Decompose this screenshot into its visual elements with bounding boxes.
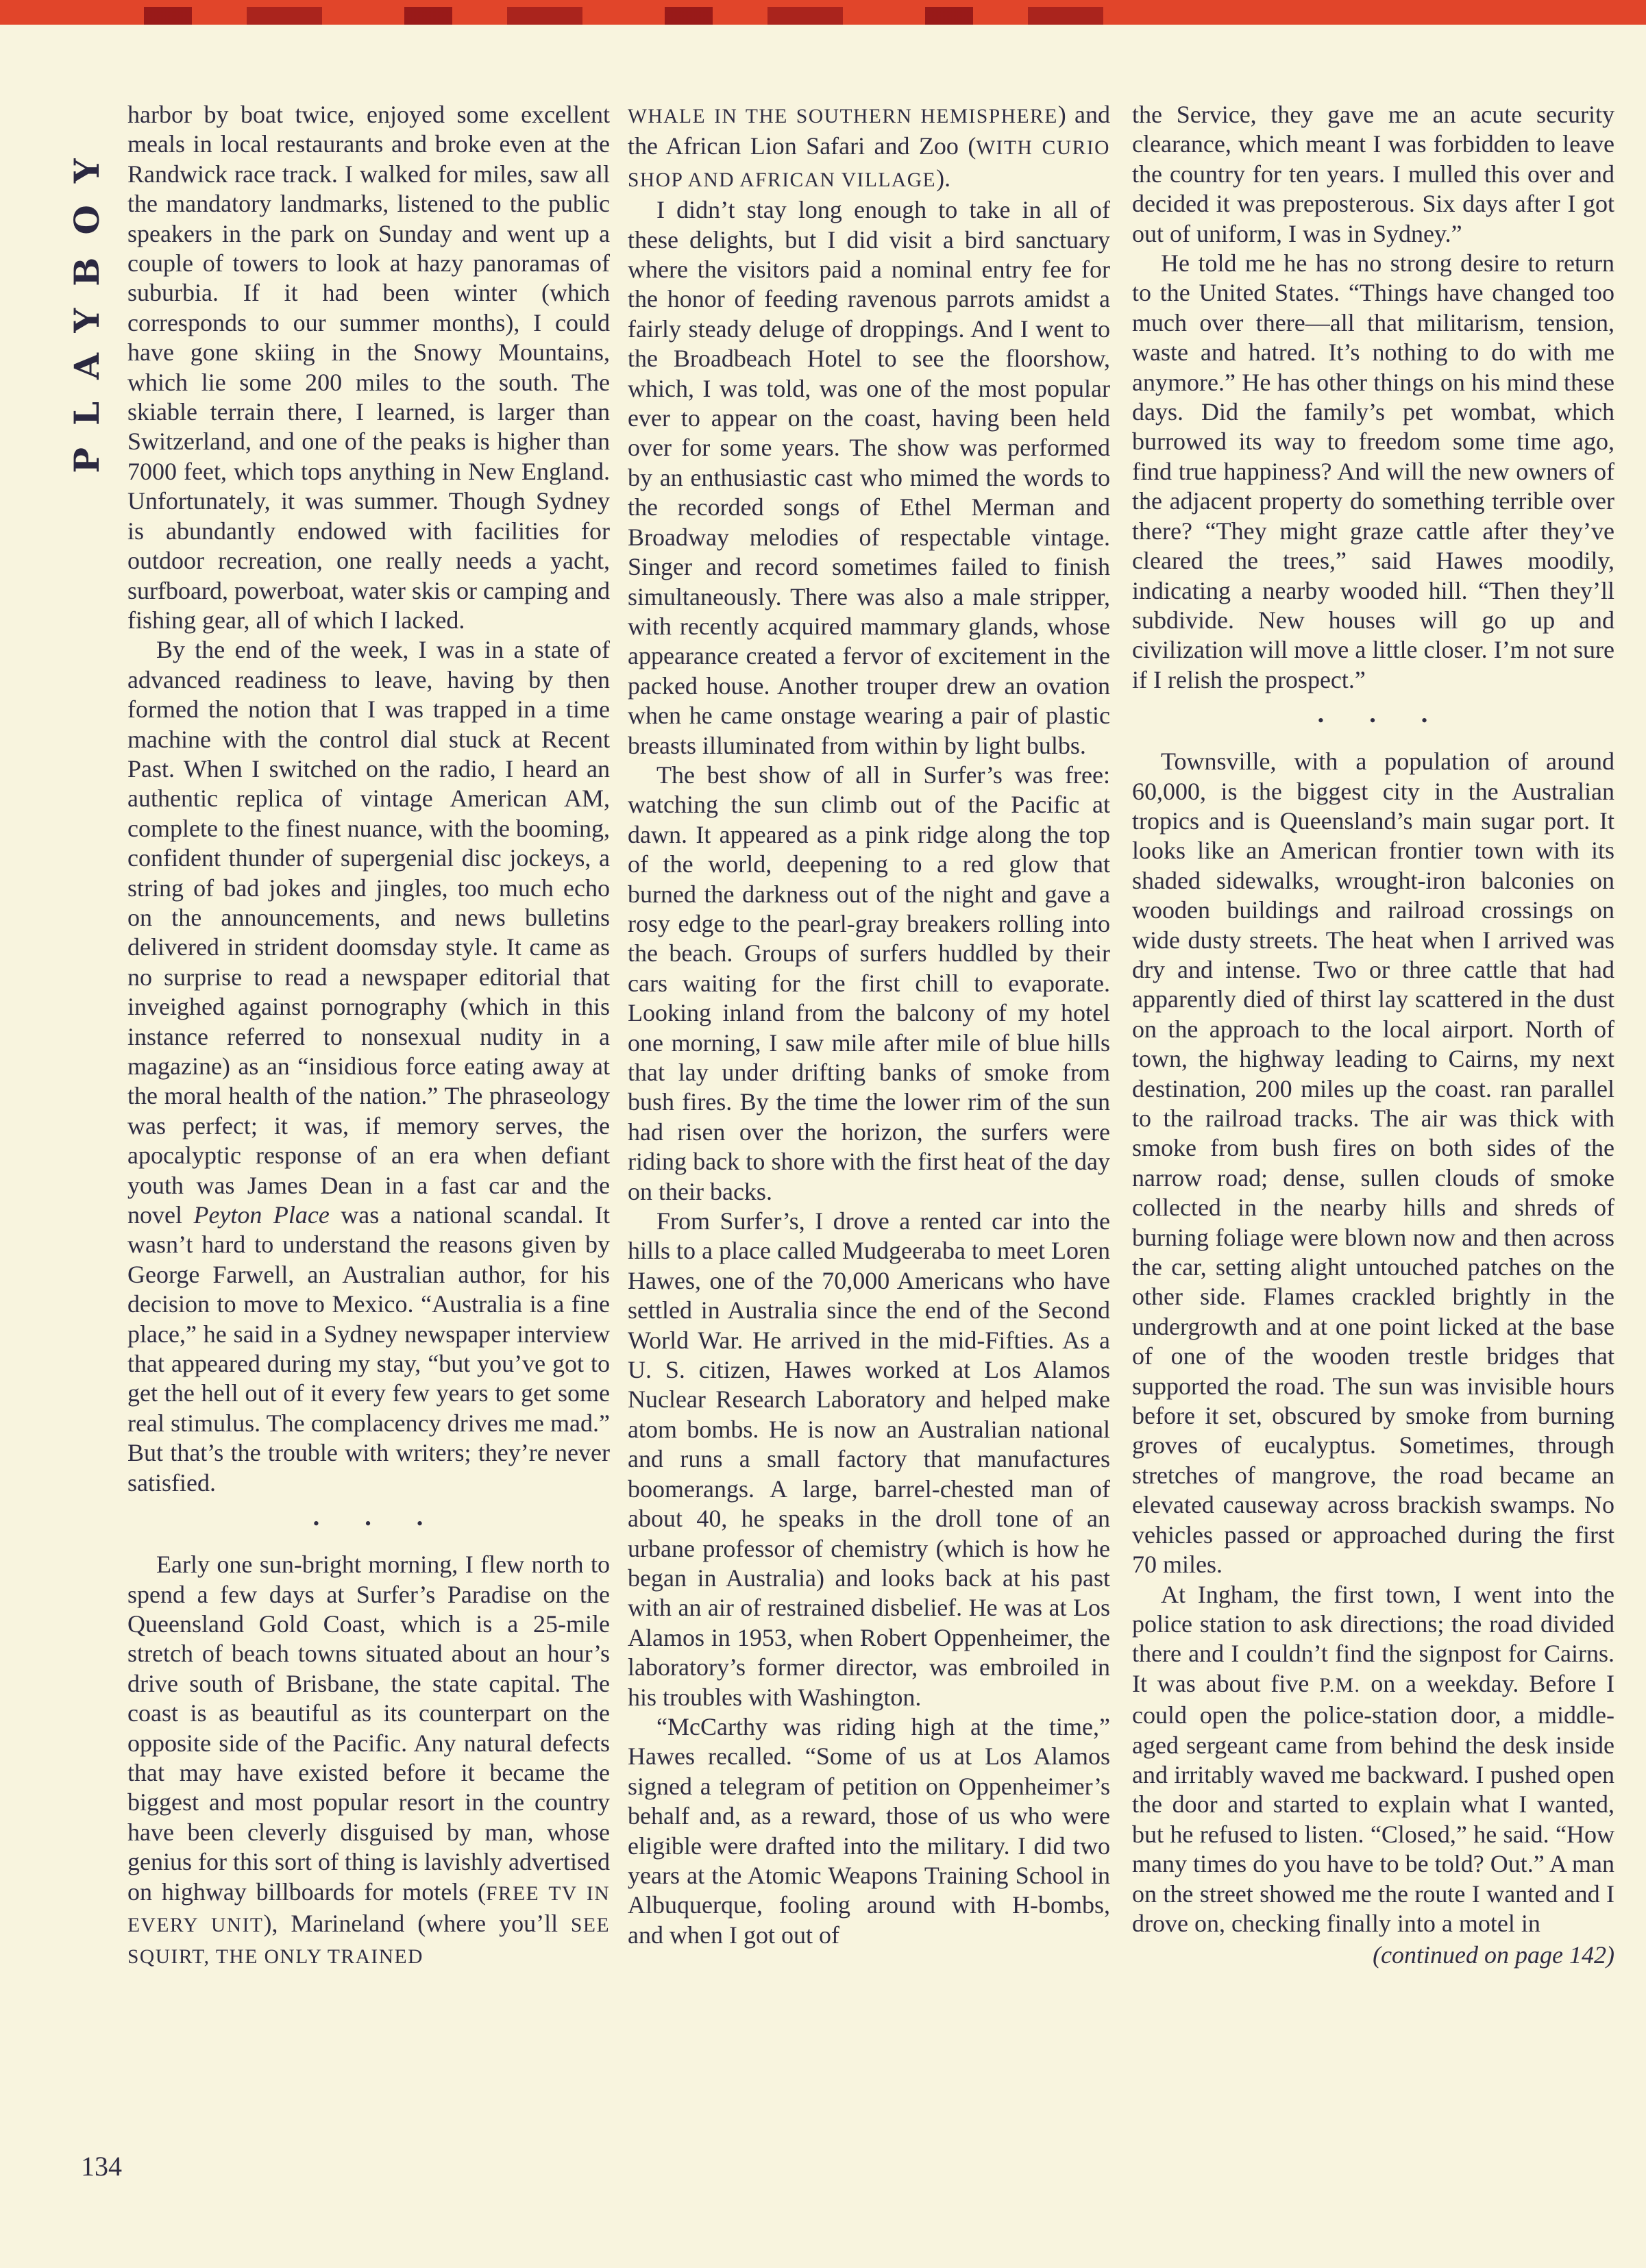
body-text: was a national scandal. It wasn’t hard to understand the reasons given by George Farwell, an Australian author, for his decision to move to Mexico. “Australia is a fine place,” he said in a Sydney newspaper interview that appeared during my stay, “but you’ve got to get the hell out of it every few years to get some real stimulus. The complacency drives me mad.” But that’s the trouble with writers; they’re never satisfied. xyxy=(127,1201,611,1496)
small-caps-text: WHALE IN THE SOUTHERN HEMISPHERE xyxy=(628,106,1058,127)
body-text: Early one sun-bright morning, I flew north to spend a few days at Surfer’s Paradise on the Queensland Gold Coast, which is a 25-mile stretch of beach towns situated about an hour’s drive south of Brisbane, the state capital. The coast is as beautiful as its counterpart on the opposite side of the Pacific. Any natural defects that may have existed before it became the biggest and most popular resort in the country have been cleverly disguised by man, whose genius for this sort of thing is lavishly advertised on highway billboards for motels ( xyxy=(127,1551,610,1906)
paragraph xyxy=(1132,747,1614,1579)
text-column-1 xyxy=(127,100,610,1973)
small-caps-text: FREE TV IN EVERY UNIT xyxy=(127,1882,611,1936)
page-edge-band-marks xyxy=(144,7,1117,25)
body-text: At Ingham, the first town, I went into the police station to ask directions; the road divided there and I couldn’t find the signpost for Cairns. It was about five xyxy=(1132,1580,1614,1697)
body-text: harbor by boat twice, enjoyed some excellent meals in local restaurants and broke even at the Randwick race track. I walked for miles, saw all the mandatory landmarks, listened to the public speakers in the park on Sunday and went up a couple of towers to look at hazy panoramas of suburbia. If it had been winter (which corresponds to our summer months), I could have gone skiing in the Snowy Mountains, which lie some 200 miles to the south. The skiable terrain there, I learned, is larger than Switzerland, and one of the peaks is higher than 7000 feet, which tops anything in New England. Unfortunately, it was summer. Though Sydney is abundantly endowed with facilities for outdoor recreation, one really needs a yacht, surfboard, powerboat, water skis or camping and fishing gear, all of which I lacked. xyxy=(127,101,610,634)
paragraph xyxy=(628,1207,1110,1712)
magazine-spine-title: PLAYBOY xyxy=(66,136,107,473)
section-separator: • • • xyxy=(312,1514,425,1534)
body-text: ) and the African Lion Safari and Zoo ( xyxy=(628,101,1110,160)
page-number: 134 xyxy=(81,2151,122,2182)
body-text: I didn’t stay long enough to take in all of these delights, but I did visit a bird sanctuary where the visitors paid a nominal entry fee for the honor of feeding ravenous parrots amidst a fairly steady deluge of droppings. And I went to the Broadbeach Hotel to see the floorshow, which, I was told, was one of the most popular ever to appear on the coast, having been held over for some years. The show was performed by an enthusiastic cast who mimed the words to the recorded songs of Ethel Merman and Broadway melodies of respectable vintage. Singer and record sometimes failed to finish simultaneously. There was also a male stripper, with recently acquired mammary glands, whose appearance created a fervor of excitement in the packed house. Another trouper drew an ovation when he came onstage wearing a pair of plastic breasts illuminated from within by light bulbs. xyxy=(628,196,1110,759)
body-text: ). xyxy=(936,164,951,192)
body-text: on a weekday. Before I could open the police-station door, a middle-aged sergeant came from behind the desk inside and irritably waved me backward. I pushed open the door and started to explain what I wanted, but he refused to listen. “Closed,” he said. “How many times do you have to be told? Out.” A man on the street showed me the route I wanted and I drove on, checking finally into a motel in xyxy=(1132,1669,1614,1937)
small-caps-text: SEE SQUIRT, THE ONLY TRAINED xyxy=(127,1914,610,1969)
continued-note xyxy=(1132,1938,1614,1971)
body-text: “McCarthy was riding high at the time,” Hawes recalled. “Some of us at Los Alamos signed a telegram of petition on Oppenheimer’s behalf and, as a reward, those of us who were eligible were drafted into the military. I did two years at the Atomic Weapons Training School in Albuquerque, fooling around with H-bombs, and when I got out of xyxy=(628,1712,1110,1949)
paragraph xyxy=(127,100,610,635)
paragraph xyxy=(127,1550,610,1973)
text-column-2 xyxy=(628,100,1110,1950)
body-text: By the end of the week, I was in a state of advanced readiness to leave, having by then formed the notion that I was trapped in a time machine with the control dial stuck at Recent Past. When I switched on the radio, I heard an authentic replica of vintage American AM, complete to the finest nuance, with the booming, confident thunder of supergenial disc jockeys, a string of bad jokes and jingles, too much echo on the announcements, and news bulletins delivered in strident doomsday style. It came as no surprise to read a newspaper editorial that inveighed against pornography (which in this instance referred to nonsexual nudity in a magazine) as an “insidious force eating away at the moral health of the nation.” The phraseology was perfect; it was, if memory serves, the apocalyptic response of an era when defiant youth was James Dean in a fast car and the novel xyxy=(127,636,610,1229)
paragraph xyxy=(628,100,1110,195)
section-separator: • • • xyxy=(1317,711,1429,731)
italic-text: (continued on page 142) xyxy=(1373,1941,1614,1969)
page-edge-color-band xyxy=(0,0,1646,25)
paragraph xyxy=(628,761,1110,1207)
body-text: ), Marineland (where you’ll xyxy=(263,1909,572,1937)
paragraph xyxy=(1132,100,1614,249)
body-text: The best show of all in Surfer’s was free: watching the sun climb out of the Pacific at dawn. It appeared as a pink ridge along the top of the world, deepening to a red glow that burned the darkness out of the night and gave a rosy edge to the pearl-gray breakers rolling into the beach. Groups of surfers huddled by their cars waiting for the first chill to evaporate. Looking inland from the balcony of my hotel one morning, I saw mile after mile of blue hills that lay under drifting banks of smoke from bush fires. By the time the lower rim of the sun had risen over the horizon, the surfers were riding back to shore with the first heat of the day on their backs. xyxy=(628,761,1110,1205)
paragraph xyxy=(628,195,1110,761)
body-text: From Surfer’s, I drove a rented car into the hills to a place called Mudgeeraba to meet Loren Hawes, one of the 70,000 Americans who have settled in Australia since the end of the Second World War. He arrived in the mid-Fifties. As a U. S. citizen, Hawes worked at Los Alamos Nuclear Research Laboratory and helped make atom bombs. He is now an Australian national and runs a small factory that manufactures boomerangs. A large, barrel-chested man of about 40, he speaks in the droll tone of an urbane professor of chemistry (which is how he began in Australia) and looks back at his past with an air of restrained disbelief. He was at Los Alamos in 1953, when Robert Oppenheimer, the laboratory’s former director, was embroiled in his troubles with Washington. xyxy=(628,1207,1110,1711)
small-caps-text: P.M. xyxy=(1319,1674,1361,1697)
italic-text: Peyton Place xyxy=(193,1201,330,1229)
paragraph xyxy=(127,635,610,1498)
text-column-3 xyxy=(1132,100,1614,1971)
paragraph xyxy=(1132,249,1614,695)
paragraph xyxy=(628,1712,1110,1950)
paragraph xyxy=(1132,1580,1614,1939)
body-text: the Service, they gave me an acute security clearance, which meant I was forbidden to leave the country for ten years. I mulled this over and decided it was preposterous. Six days after I got out of uniform, I was in Sydney.” xyxy=(1132,101,1614,247)
body-text: He told me he has no strong desire to return to the United States. “Things have changed too much over there—all that militarism, tension, waste and hatred. It’s nothing to do with me anymore.” He has other things on his mind these days. Did the family’s pet wombat, which burrowed its way to freedom some time ago, find true happiness? And will the new owners of the adjacent property do something terrible over there? “They might graze cattle after they’ve cleared the trees,” said Hawes moodily, indicating a nearby wooded hill. “Then they’ll subdivide. New houses will go up and civilization will move a little closer. I’m not sure if I relish the prospect.” xyxy=(1132,249,1614,693)
body-text: Townsville, with a population of around 60,000, is the biggest city in the Australian tropics and is Queensland’s main sugar port. It looks like an American frontier town with its shaded sidewalks, wrought-iron balconies on wooden buildings and railroad crossings on wide dusty streets. The heat when I arrived was dry and intense. Two or three cattle that had apparently died of thirst lay scattered in the dust on the approach to the local airport. North of town, the highway leading to Cairns, my next destination, 200 miles up the coast. ran parallel to the railroad tracks. The air was thick with smoke from bush fires on both sides of the narrow road; dense, sullen clouds of smoke collected in the nearby hills and shreds of burning foliage were blown now and then across the car, setting alight untouched patches on the other side. Flames crackled brightly in the undergrowth and at one point licked at the base of one of the wooden trestle bridges that supported the road. The sun was invisible hours before it set, obscured by smoke from burning groves of eucalyptus. Sometimes, through stretches of mangrove, the road became an elevated causeway across brackish swamps. No vehicles passed or approached during the first 70 miles. xyxy=(1132,748,1614,1579)
small-caps-text: WITH CURIO SHOP AND AFRICAN VILLAGE xyxy=(628,137,1110,191)
